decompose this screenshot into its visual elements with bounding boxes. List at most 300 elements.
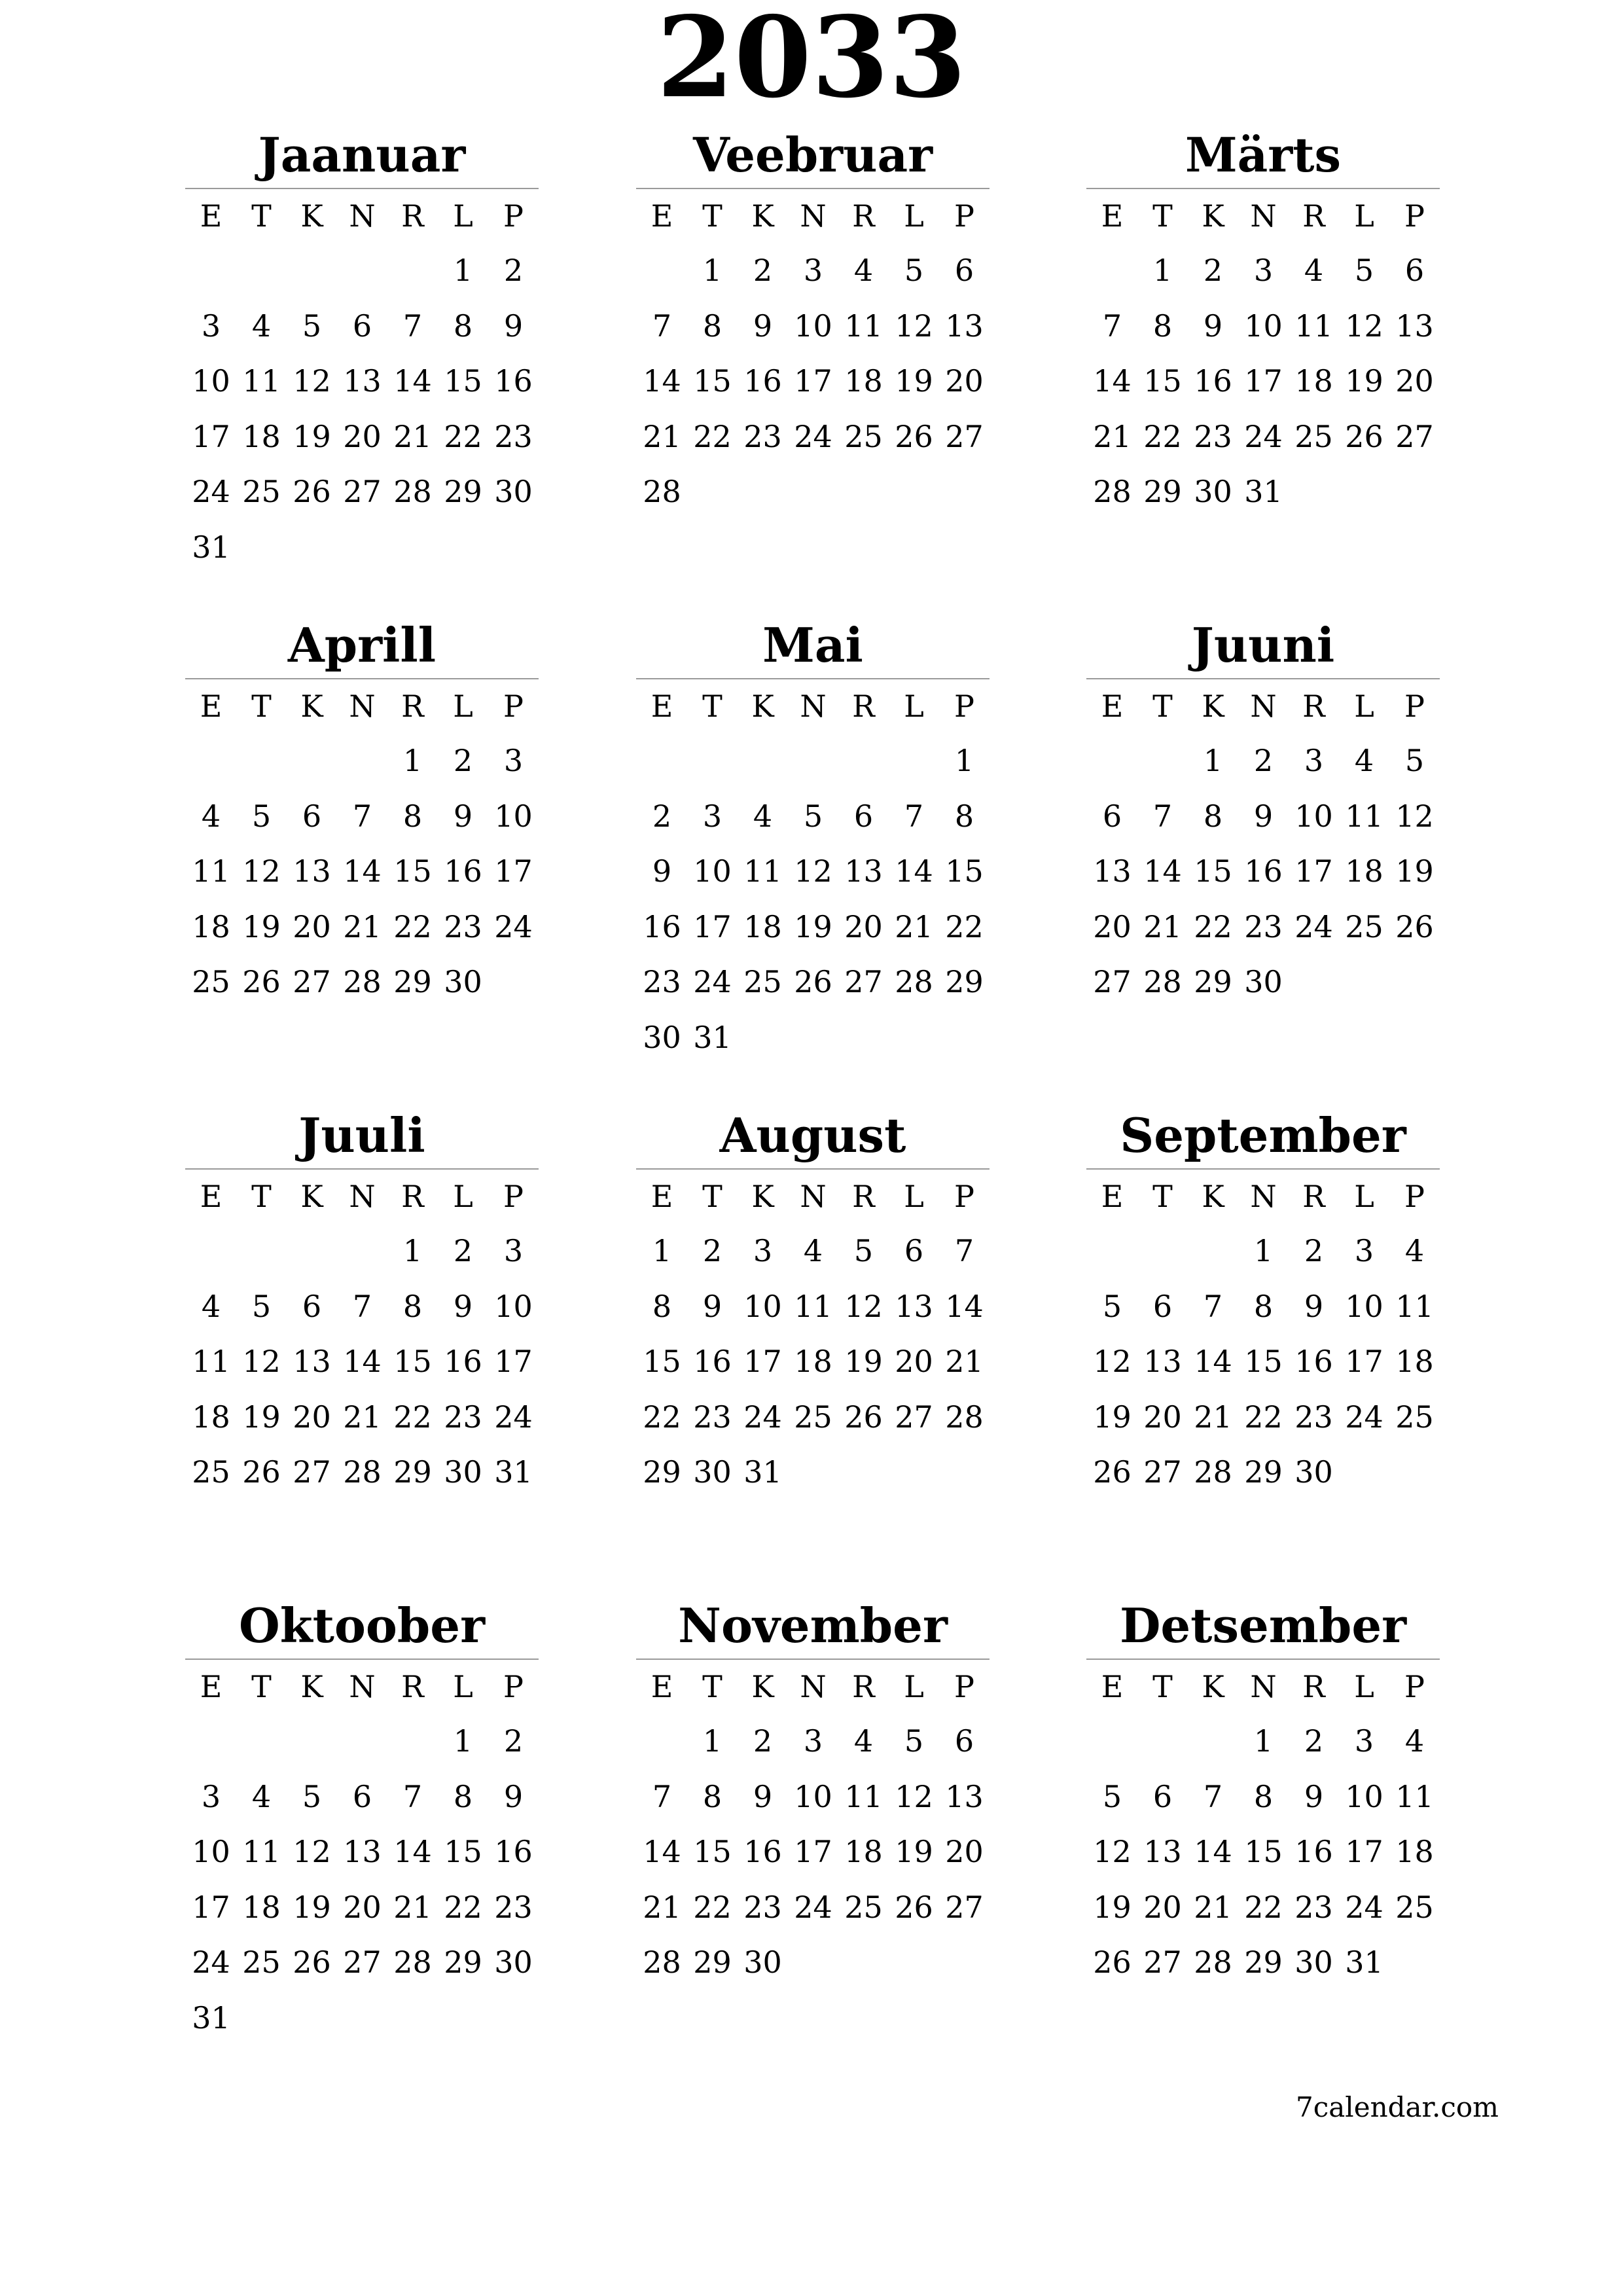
- day-grid: [637, 679, 990, 1065]
- day-cell: 20: [1143, 1399, 1182, 1435]
- day-cell: 22: [1194, 908, 1232, 944]
- weekday-label: T: [251, 1179, 272, 1214]
- day-cell: 19: [293, 1889, 331, 1925]
- day-cell: 3: [1354, 1723, 1374, 1759]
- day-cell: 27: [1093, 964, 1132, 999]
- day-cell: 6: [954, 1723, 974, 1759]
- day-cell: 14: [895, 853, 933, 889]
- empty-cell: [236, 243, 287, 298]
- day-cell: 23: [1194, 418, 1232, 454]
- day-cell: 6: [302, 798, 322, 834]
- day-cell: 8: [453, 1778, 473, 1814]
- day-cell: 14: [1143, 853, 1182, 889]
- day-cell: 7: [954, 1233, 974, 1268]
- day-cell: 27: [945, 418, 984, 454]
- day-grid: [186, 1660, 539, 2045]
- day-cell: 7: [904, 798, 924, 834]
- weekday-label: T: [1152, 1669, 1173, 1704]
- weekday-label: E: [200, 1669, 223, 1704]
- day-cell: 11: [242, 1834, 281, 1869]
- empty-cell: [1188, 1713, 1238, 1769]
- day-cell: 30: [1244, 964, 1283, 999]
- day-cell: 26: [844, 1399, 883, 1435]
- month-mai: [636, 613, 990, 1065]
- weekday-label: N: [349, 1179, 376, 1214]
- day-cell: 7: [352, 798, 372, 834]
- empty-cell: [1087, 243, 1137, 298]
- day-grid: [637, 1660, 990, 1990]
- day-cell: 27: [343, 474, 382, 509]
- day-cell: 2: [1304, 1723, 1324, 1759]
- day-cell: 16: [743, 363, 782, 399]
- day-cell: 10: [1345, 1778, 1383, 1814]
- day-cell: 20: [945, 363, 984, 399]
- day-cell: 14: [343, 1344, 382, 1379]
- day-cell: 5: [251, 1288, 272, 1324]
- day-cell: 26: [293, 474, 331, 509]
- day-cell: 7: [652, 308, 672, 344]
- day-grid: [637, 189, 990, 520]
- day-cell: 10: [693, 853, 732, 889]
- day-cell: 30: [444, 1454, 482, 1490]
- day-cell: 2: [453, 1233, 473, 1268]
- empty-cell: [1137, 1223, 1188, 1279]
- day-cell: 20: [1143, 1889, 1182, 1925]
- day-cell: 26: [895, 1889, 933, 1925]
- day-cell: 8: [1152, 308, 1173, 344]
- day-cell: 18: [1395, 1344, 1434, 1379]
- day-cell: 6: [853, 798, 874, 834]
- weekday-label: L: [1354, 1669, 1374, 1704]
- day-cell: 24: [1294, 908, 1333, 944]
- day-cell: 13: [293, 1344, 331, 1379]
- day-cell: 2: [652, 798, 672, 834]
- day-cell: 15: [643, 1344, 681, 1379]
- day-cell: 15: [393, 1344, 432, 1379]
- day-cell: 8: [402, 1288, 423, 1324]
- day-cell: 23: [643, 964, 681, 999]
- day-cell: 29: [643, 1454, 681, 1490]
- day-cell: 28: [643, 1945, 681, 1980]
- day-cell: 16: [494, 1834, 533, 1869]
- day-cell: 16: [693, 1344, 732, 1379]
- day-cell: 23: [743, 418, 782, 454]
- day-cell: 15: [1244, 1344, 1283, 1379]
- day-cell: 27: [293, 1454, 331, 1490]
- day-cell: 17: [192, 1889, 230, 1925]
- day-cell: 4: [251, 1778, 272, 1814]
- day-cell: 24: [794, 418, 832, 454]
- day-cell: 13: [945, 308, 984, 344]
- month-november: [636, 1593, 990, 1990]
- day-cell: 2: [1253, 743, 1274, 778]
- day-cell: 25: [242, 474, 281, 509]
- day-cell: 30: [494, 474, 533, 509]
- day-cell: 18: [1345, 853, 1383, 889]
- day-cell: 14: [343, 853, 382, 889]
- day-cell: 7: [402, 308, 423, 344]
- day-cell: 23: [494, 418, 533, 454]
- day-cell: 6: [1152, 1288, 1173, 1324]
- footer-source: 7calendar.com: [1296, 2091, 1499, 2123]
- day-cell: 20: [343, 1889, 382, 1925]
- day-cell: 18: [844, 363, 883, 399]
- day-cell: 4: [1404, 1233, 1425, 1268]
- day-cell: 5: [904, 253, 924, 288]
- weekday-label: R: [401, 689, 424, 724]
- empty-cell: [337, 1223, 387, 1279]
- day-cell: 16: [643, 908, 681, 944]
- weekday-label: K: [1202, 1179, 1224, 1214]
- day-cell: 24: [693, 964, 732, 999]
- day-cell: 29: [1194, 964, 1232, 999]
- empty-cell: [387, 243, 438, 298]
- weekday-label: L: [904, 1179, 924, 1214]
- weekday-label: L: [1354, 689, 1374, 724]
- empty-cell: [337, 1713, 387, 1769]
- day-cell: 16: [743, 1834, 782, 1869]
- day-cell: 16: [444, 853, 482, 889]
- day-cell: 9: [1304, 1778, 1324, 1814]
- day-cell: 6: [904, 1233, 924, 1268]
- day-cell: 10: [794, 308, 832, 344]
- empty-cell: [186, 1713, 236, 1769]
- day-cell: 19: [1395, 853, 1434, 889]
- day-cell: 20: [293, 1399, 331, 1435]
- day-cell: 23: [693, 1399, 732, 1435]
- day-cell: 6: [352, 1778, 372, 1814]
- day-cell: 2: [453, 743, 473, 778]
- weekday-label: T: [702, 1669, 722, 1704]
- day-cell: 2: [503, 253, 524, 288]
- month-märts: [1086, 122, 1440, 520]
- month-title: Detsember: [1119, 1598, 1407, 1653]
- month-title: Mai: [762, 617, 863, 673]
- day-cell: 25: [1345, 908, 1383, 944]
- month-title: Veebruar: [692, 127, 933, 183]
- day-cell: 3: [1304, 743, 1324, 778]
- day-cell: 14: [393, 1834, 432, 1869]
- day-cell: 10: [192, 1834, 230, 1869]
- weekday-label: L: [904, 1669, 924, 1704]
- day-cell: 23: [1294, 1889, 1333, 1925]
- day-cell: 13: [343, 363, 382, 399]
- weekday-label: T: [702, 198, 722, 234]
- weekday-label: E: [1101, 1669, 1124, 1704]
- weekday-label: L: [1354, 1179, 1374, 1214]
- day-cell: 31: [494, 1454, 533, 1490]
- day-cell: 4: [803, 1233, 823, 1268]
- day-cell: 26: [794, 964, 832, 999]
- day-cell: 6: [352, 308, 372, 344]
- day-cell: 27: [945, 1889, 984, 1925]
- day-cell: 16: [1244, 853, 1283, 889]
- weekday-label: K: [751, 1179, 774, 1214]
- day-cell: 13: [1395, 308, 1434, 344]
- day-cell: 15: [1194, 853, 1232, 889]
- day-cell: 21: [1194, 1399, 1232, 1435]
- empty-cell: [738, 733, 788, 789]
- day-cell: 12: [1093, 1344, 1132, 1379]
- empty-cell: [387, 1713, 438, 1769]
- empty-cell: [287, 733, 337, 789]
- day-cell: 17: [794, 1834, 832, 1869]
- day-cell: 17: [494, 1344, 533, 1379]
- month-title: September: [1120, 1107, 1406, 1163]
- weekday-label: T: [702, 689, 722, 724]
- day-cell: 29: [1244, 1945, 1283, 1980]
- day-grid: [1087, 1170, 1440, 1500]
- weekday-label: P: [954, 198, 974, 234]
- day-cell: 19: [844, 1344, 883, 1379]
- weekday-label: E: [1101, 1179, 1124, 1214]
- day-cell: 2: [753, 253, 773, 288]
- weekday-label: R: [1302, 1179, 1325, 1214]
- day-cell: 27: [293, 964, 331, 999]
- day-cell: 12: [1395, 798, 1434, 834]
- weekday-label: K: [300, 198, 323, 234]
- day-cell: 28: [1194, 1945, 1232, 1980]
- day-cell: 1: [652, 1233, 672, 1268]
- day-cell: 21: [1143, 908, 1182, 944]
- day-cell: 6: [1152, 1778, 1173, 1814]
- day-cell: 30: [1194, 474, 1232, 509]
- month-jaanuar: [185, 122, 539, 575]
- day-cell: 22: [1244, 1399, 1283, 1435]
- day-cell: 1: [954, 743, 974, 778]
- day-cell: 10: [1294, 798, 1333, 834]
- day-cell: 21: [1194, 1889, 1232, 1925]
- day-cell: 18: [743, 908, 782, 944]
- weekday-label: K: [1202, 1669, 1224, 1704]
- month-detsember: [1086, 1593, 1440, 1990]
- day-cell: 31: [1345, 1945, 1383, 1980]
- day-cell: 23: [444, 908, 482, 944]
- day-cell: 8: [652, 1288, 672, 1324]
- day-cell: 16: [1194, 363, 1232, 399]
- weekday-label: P: [954, 1179, 974, 1214]
- day-cell: 5: [1404, 743, 1425, 778]
- weekday-label: K: [751, 1669, 774, 1704]
- day-cell: 19: [1093, 1889, 1132, 1925]
- day-cell: 5: [853, 1233, 874, 1268]
- day-cell: 24: [494, 1399, 533, 1435]
- day-cell: 9: [453, 798, 473, 834]
- weekday-label: N: [1250, 198, 1277, 234]
- day-cell: 7: [352, 1288, 372, 1324]
- day-cell: 25: [1294, 418, 1333, 454]
- day-cell: 18: [242, 1889, 281, 1925]
- weekday-label: T: [1152, 1179, 1173, 1214]
- month-aprill: [185, 613, 539, 1010]
- day-cell: 25: [743, 964, 782, 999]
- weekday-label: P: [954, 689, 974, 724]
- day-cell: 5: [1354, 253, 1374, 288]
- weekday-label: L: [453, 1179, 473, 1214]
- weekday-label: P: [503, 1179, 524, 1214]
- weekday-label: N: [800, 198, 827, 234]
- day-cell: 8: [954, 798, 974, 834]
- weekday-label: R: [1302, 1669, 1325, 1704]
- day-cell: 14: [643, 1834, 681, 1869]
- month-title: Jaanuar: [258, 127, 466, 183]
- day-cell: 18: [192, 1399, 230, 1435]
- empty-cell: [1137, 733, 1188, 789]
- day-cell: 1: [702, 253, 722, 288]
- day-cell: 6: [954, 253, 974, 288]
- day-cell: 10: [1244, 308, 1283, 344]
- day-cell: 5: [1102, 1288, 1122, 1324]
- day-cell: 9: [753, 308, 773, 344]
- weekday-label: P: [503, 198, 524, 234]
- day-cell: 11: [1294, 308, 1333, 344]
- day-cell: 31: [693, 1019, 732, 1055]
- day-cell: 29: [693, 1945, 732, 1980]
- day-cell: 1: [402, 1233, 423, 1268]
- day-cell: 9: [652, 853, 672, 889]
- day-cell: 4: [201, 798, 221, 834]
- month-juuli: [185, 1103, 539, 1500]
- day-cell: 23: [494, 1889, 533, 1925]
- month-juuni: [1086, 613, 1440, 1010]
- day-cell: 31: [192, 529, 230, 565]
- day-cell: 7: [1102, 308, 1122, 344]
- day-cell: 28: [945, 1399, 984, 1435]
- day-cell: 3: [503, 743, 524, 778]
- day-cell: 21: [895, 908, 933, 944]
- day-cell: 1: [453, 1723, 473, 1759]
- day-cell: 28: [895, 964, 933, 999]
- day-cell: 4: [853, 253, 874, 288]
- empty-cell: [1087, 1223, 1137, 1279]
- day-cell: 2: [1203, 253, 1223, 288]
- day-cell: 27: [1395, 418, 1434, 454]
- day-cell: 15: [1143, 363, 1182, 399]
- day-cell: 22: [444, 418, 482, 454]
- day-cell: 26: [1395, 908, 1434, 944]
- empty-cell: [1087, 733, 1137, 789]
- weekday-label: K: [1202, 198, 1224, 234]
- weekday-label: N: [349, 198, 376, 234]
- day-cell: 24: [794, 1889, 832, 1925]
- day-cell: 12: [1345, 308, 1383, 344]
- day-cell: 13: [1093, 853, 1132, 889]
- day-cell: 9: [702, 1288, 722, 1324]
- day-cell: 25: [844, 418, 883, 454]
- day-cell: 26: [1093, 1454, 1132, 1490]
- day-cell: 12: [242, 853, 281, 889]
- empty-cell: [687, 733, 738, 789]
- weekday-label: L: [904, 198, 924, 234]
- day-cell: 25: [192, 1454, 230, 1490]
- day-cell: 10: [794, 1778, 832, 1814]
- day-cell: 25: [844, 1889, 883, 1925]
- day-cell: 3: [201, 308, 221, 344]
- weekday-label: N: [1250, 1179, 1277, 1214]
- empty-cell: [637, 733, 687, 789]
- day-cell: 24: [192, 1945, 230, 1980]
- day-cell: 22: [693, 418, 732, 454]
- weekday-label: E: [651, 198, 673, 234]
- month-september: [1086, 1103, 1440, 1500]
- month-title: August: [719, 1107, 906, 1163]
- day-cell: 21: [945, 1344, 984, 1379]
- year-title: 2033: [656, 0, 967, 123]
- empty-cell: [186, 1223, 236, 1279]
- day-cell: 22: [393, 908, 432, 944]
- day-cell: 14: [1093, 363, 1132, 399]
- day-cell: 23: [743, 1889, 782, 1925]
- day-cell: 24: [494, 908, 533, 944]
- day-cell: 18: [192, 908, 230, 944]
- weekday-label: N: [1250, 1669, 1277, 1704]
- day-cell: 28: [1194, 1454, 1232, 1490]
- day-cell: 28: [643, 474, 681, 509]
- day-cell: 16: [1294, 1834, 1333, 1869]
- empty-cell: [1137, 1713, 1188, 1769]
- weekday-label: E: [1101, 198, 1124, 234]
- day-cell: 27: [1143, 1454, 1182, 1490]
- day-cell: 13: [895, 1288, 933, 1324]
- day-cell: 15: [393, 853, 432, 889]
- weekday-label: E: [651, 689, 673, 724]
- empty-cell: [287, 1713, 337, 1769]
- weekday-label: N: [800, 1669, 827, 1704]
- day-cell: 18: [242, 418, 281, 454]
- month-title: November: [678, 1598, 948, 1653]
- day-cell: 21: [393, 1889, 432, 1925]
- weekday-label: P: [503, 689, 524, 724]
- day-cell: 30: [743, 1945, 782, 1980]
- day-cell: 27: [844, 964, 883, 999]
- month-title: Juuli: [298, 1107, 425, 1163]
- weekday-label: N: [349, 1669, 376, 1704]
- weekday-label: E: [651, 1669, 673, 1704]
- day-cell: 22: [1143, 418, 1182, 454]
- weekday-label: P: [1404, 198, 1425, 234]
- day-cell: 25: [1395, 1889, 1434, 1925]
- day-cell: 11: [794, 1288, 832, 1324]
- day-cell: 23: [444, 1399, 482, 1435]
- day-cell: 4: [753, 798, 773, 834]
- weekday-label: R: [401, 198, 424, 234]
- day-cell: 1: [402, 743, 423, 778]
- day-cell: 1: [453, 253, 473, 288]
- day-cell: 26: [1093, 1945, 1132, 1980]
- day-cell: 28: [393, 1945, 432, 1980]
- day-cell: 25: [192, 964, 230, 999]
- day-cell: 22: [945, 908, 984, 944]
- day-cell: 15: [444, 363, 482, 399]
- empty-cell: [889, 733, 939, 789]
- day-cell: 19: [293, 418, 331, 454]
- day-cell: 11: [743, 853, 782, 889]
- day-cell: 19: [242, 908, 281, 944]
- day-grid: [186, 189, 539, 575]
- day-cell: 10: [494, 1288, 533, 1324]
- day-cell: 15: [693, 1834, 732, 1869]
- weekday-label: T: [1152, 689, 1173, 724]
- day-cell: 12: [895, 308, 933, 344]
- day-cell: 15: [693, 363, 732, 399]
- empty-cell: [287, 243, 337, 298]
- day-cell: 21: [343, 1399, 382, 1435]
- day-cell: 14: [643, 363, 681, 399]
- day-cell: 28: [1143, 964, 1182, 999]
- day-cell: 15: [1244, 1834, 1283, 1869]
- day-cell: 23: [1294, 1399, 1333, 1435]
- day-cell: 17: [192, 418, 230, 454]
